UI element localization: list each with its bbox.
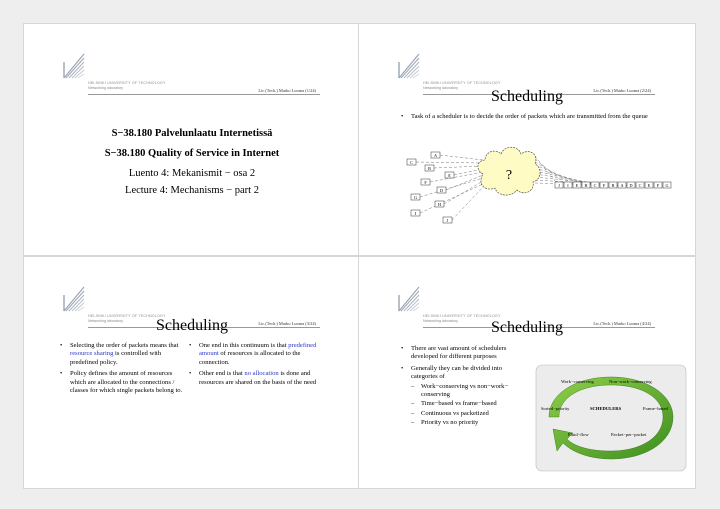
university-name: HELSINKI UNIVERSITY OF TECHNOLOGY <box>423 314 501 318</box>
svg-text:F: F <box>424 179 427 185</box>
svg-text:A: A <box>433 152 438 158</box>
scheduler-cycle-diagram <box>359 257 696 489</box>
cycle-label-frame-based: Frame−based <box>643 406 668 411</box>
lab-name: Networking laboratory <box>423 319 458 323</box>
bullet-item: • One end in this continuum is that predefined amount of resources is allocated to the connection. <box>187 342 317 367</box>
page-number: Lic.(Tech.) Marko Luoma (2/24) <box>593 88 651 93</box>
slide-4 <box>358 256 696 489</box>
output-packet-box <box>555 182 563 188</box>
queue-packet-box <box>431 152 440 158</box>
svg-text:C: C <box>410 159 413 165</box>
queue-packet-box <box>435 201 444 207</box>
sub-bullet-item: – Continuous vs packetized <box>399 410 529 418</box>
output-packet-box <box>654 182 662 188</box>
dashed-flow-line <box>416 162 483 163</box>
svg-text:G: G <box>665 182 669 188</box>
cloud-question-mark: ? <box>505 168 513 183</box>
page-number: Lic.(Tech.) Marko Luoma (1/24) <box>258 88 316 93</box>
queue-packet-box <box>437 187 446 193</box>
output-packet-box <box>627 182 635 188</box>
dashed-flow-line <box>420 184 483 213</box>
cycle-label-packet-per-packet: Packet−per−packet <box>611 432 647 437</box>
queue-packet-box <box>445 172 454 178</box>
slide-3 <box>23 256 361 489</box>
page-number: Lic.(Tech.) Marko Luoma (4/24) <box>593 321 651 326</box>
queue-packet-box <box>411 194 420 200</box>
bullet-item: • There are vast amount of schedulers developed for different purposes <box>399 345 529 362</box>
lab-name: Networking laboratory <box>423 86 458 90</box>
hut-logo-icon <box>62 52 86 80</box>
output-packet-box <box>645 182 653 188</box>
output-packet-box <box>609 182 617 188</box>
svg-text:D: D <box>439 187 444 193</box>
svg-text:D: D <box>629 182 633 188</box>
slide-title: Scheduling <box>491 88 563 105</box>
university-name: HELSINKI UNIVERSITY OF TECHNOLOGY <box>88 314 166 318</box>
svg-text:E: E <box>448 172 451 178</box>
svg-text:B: B <box>428 165 431 171</box>
queue-packet-box <box>411 210 420 216</box>
svg-text:E: E <box>575 182 579 188</box>
bullet-item: • Task of a scheduler is to decide the order of packets which are transmitted from the queue <box>399 113 669 121</box>
queue-packet-box <box>407 159 416 165</box>
dashed-flow-line <box>440 155 483 160</box>
dashed-flow-line <box>434 166 483 168</box>
lecture-title-en: Lecture 4: Mechanisms − part 2 <box>125 185 259 196</box>
output-packet-box <box>564 182 572 188</box>
svg-text:F: F <box>656 182 660 188</box>
output-packet-box <box>636 182 644 188</box>
cycle-label-sorted-priority: Sorted−priority <box>541 406 570 411</box>
university-name: HELSINKI UNIVERSITY OF TECHNOLOGY <box>423 81 501 85</box>
output-packet-box <box>663 182 671 188</box>
svg-text:E: E <box>647 182 651 188</box>
dashed-flow-line <box>444 181 483 204</box>
output-packet-box <box>582 182 590 188</box>
course-title-fi: S−38.180 Palvelunlaatu Internetissä <box>111 128 273 139</box>
header-divider <box>88 94 320 95</box>
cycle-label-fluid-flow: Fluid−flow <box>568 432 589 437</box>
output-packet-box <box>573 182 581 188</box>
page-number: Lic.(Tech.) Marko Luoma (3/24) <box>258 321 316 326</box>
highlight-no-allocation: no allocation <box>244 370 279 378</box>
lecture-title-fi: Luento 4: Mekanismit − osa 2 <box>128 168 256 179</box>
queue-packet-box <box>425 165 434 171</box>
slide-2 <box>358 23 696 256</box>
scheduler-diagram <box>359 24 696 256</box>
university-name: HELSINKI UNIVERSITY OF TECHNOLOGY <box>88 81 166 85</box>
output-packet-box <box>600 182 608 188</box>
cycle-center-label: SCHEDULERS <box>590 406 622 411</box>
highlight-resource-sharing: resource sharing <box>70 350 114 358</box>
svg-text:J: J <box>558 182 560 188</box>
slide-1 <box>23 23 361 256</box>
sub-bullet-item: – Time−based vs frame−based <box>399 400 529 408</box>
right-bullet-list <box>187 342 317 390</box>
lab-name: Networking laboratory <box>88 86 123 90</box>
slide-title: Scheduling <box>156 317 228 334</box>
queue-packet-box <box>443 217 452 223</box>
svg-text:I: I <box>414 210 417 216</box>
bullet-item: • Policy defines the amount of resources which are allocated to the connections / classes for which single packets belong to. <box>58 370 188 395</box>
cycle-label-work-conserving: Work−conserving <box>561 379 594 384</box>
svg-text:C: C <box>638 182 642 188</box>
svg-text:C: C <box>593 182 597 188</box>
svg-text:G: G <box>413 194 418 200</box>
svg-text:F: F <box>602 182 606 188</box>
output-packet-box <box>618 182 626 188</box>
queue-packet-box <box>421 179 430 185</box>
svg-text:J: J <box>446 217 449 223</box>
highlight-predefined-amount: predefined amount <box>199 342 317 358</box>
svg-text:B: B <box>611 182 615 188</box>
hut-logo-icon <box>62 285 86 313</box>
bullet-item: • Generally they can be divided into categories of <box>399 365 529 382</box>
course-title-en: S−38.180 Quality of Service in Internet <box>104 148 280 159</box>
svg-text:I: I <box>567 182 569 188</box>
lab-name: Networking laboratory <box>88 319 123 323</box>
svg-text:H: H <box>437 201 442 207</box>
sub-bullet-item: – Priority vs no priority <box>399 419 529 427</box>
bullet-item: • Other end is that no allocation is done and resources are shared on the basis of the need <box>187 370 317 387</box>
output-packet-box <box>591 182 599 188</box>
slide-header <box>24 24 360 98</box>
slide-title: Scheduling <box>491 319 563 336</box>
svg-text:H: H <box>584 182 588 188</box>
svg-text:A: A <box>620 182 624 188</box>
bullet-item: • Selecting the order of packets means that resource sharing is controlled with predefined policy. <box>58 342 188 367</box>
sub-bullet-item: – Work−conserving vs non−work− conserving <box>399 383 529 400</box>
left-bullet-list <box>58 342 188 398</box>
dashed-flow-line <box>452 187 483 220</box>
cycle-label-non-work-conserving: Non−work−conserving <box>609 379 652 384</box>
